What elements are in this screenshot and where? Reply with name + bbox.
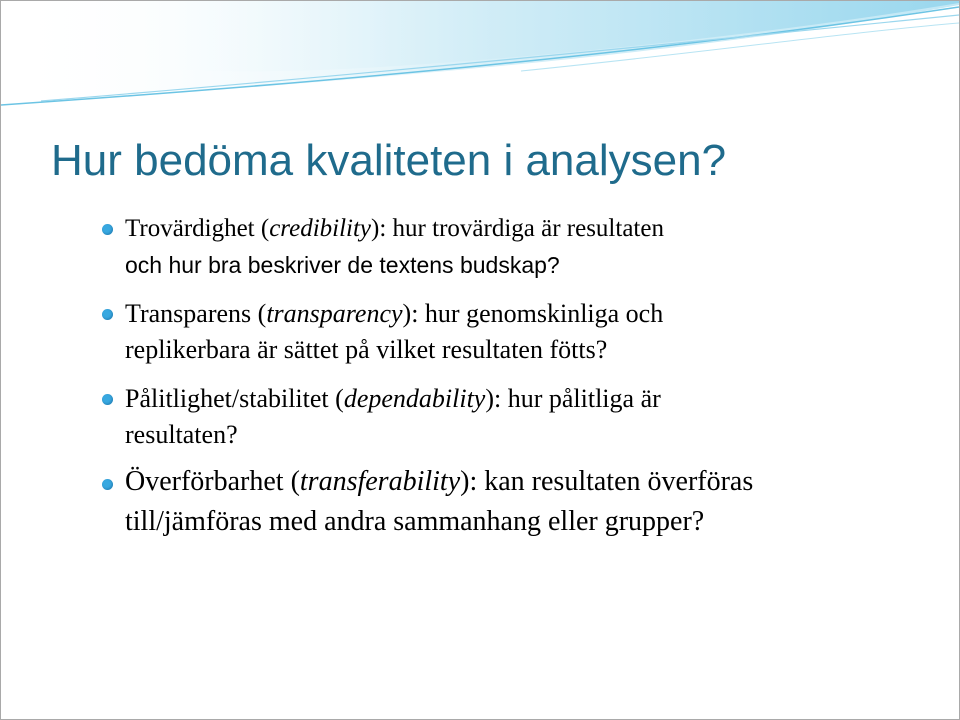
bullet-line: till/jämföras med andra sammanhang eller grupper? xyxy=(125,506,705,537)
bullet-text: Pålitlighet/stabilitet ( xyxy=(125,384,344,413)
bullet-line xyxy=(125,381,661,417)
bullet-text: ): kan resultaten överföras xyxy=(460,466,754,497)
bullet-text: Trovärdighet ( xyxy=(125,215,270,242)
bullet-term-italic: dependability xyxy=(343,384,486,413)
bullet-text: Överförbarhet ( xyxy=(125,466,300,497)
bullet-line: replikerbara är sättet på vilket resultaten fötts? xyxy=(125,335,608,364)
bullet-icon xyxy=(102,309,113,320)
bullet-term-italic: credibility xyxy=(269,215,372,242)
bullet-line: resultaten? xyxy=(125,420,238,449)
bullet-line xyxy=(125,464,753,500)
bullet-line xyxy=(125,211,664,247)
bullet-list xyxy=(1,1,959,719)
bullet-text: ): hur genomskinliga och xyxy=(402,299,664,328)
bullet-text: Transparens ( xyxy=(125,299,267,328)
bullet-line: och hur bra beskriver de textens budskap? xyxy=(125,252,560,278)
bullet-icon xyxy=(102,224,113,235)
bullet-line xyxy=(125,296,663,332)
bullet-icon xyxy=(102,479,113,490)
slide-title: Hur bedöma kvaliteten i analysen? xyxy=(51,136,727,185)
bullet-icon xyxy=(102,394,113,405)
bullet-term-italic: transferability xyxy=(299,466,461,497)
bullet-term-italic: transparency xyxy=(266,299,403,328)
bullet-text: ): hur pålitliga är xyxy=(485,384,661,413)
bullet-text: ): hur trovärdiga är resultaten xyxy=(371,215,664,242)
